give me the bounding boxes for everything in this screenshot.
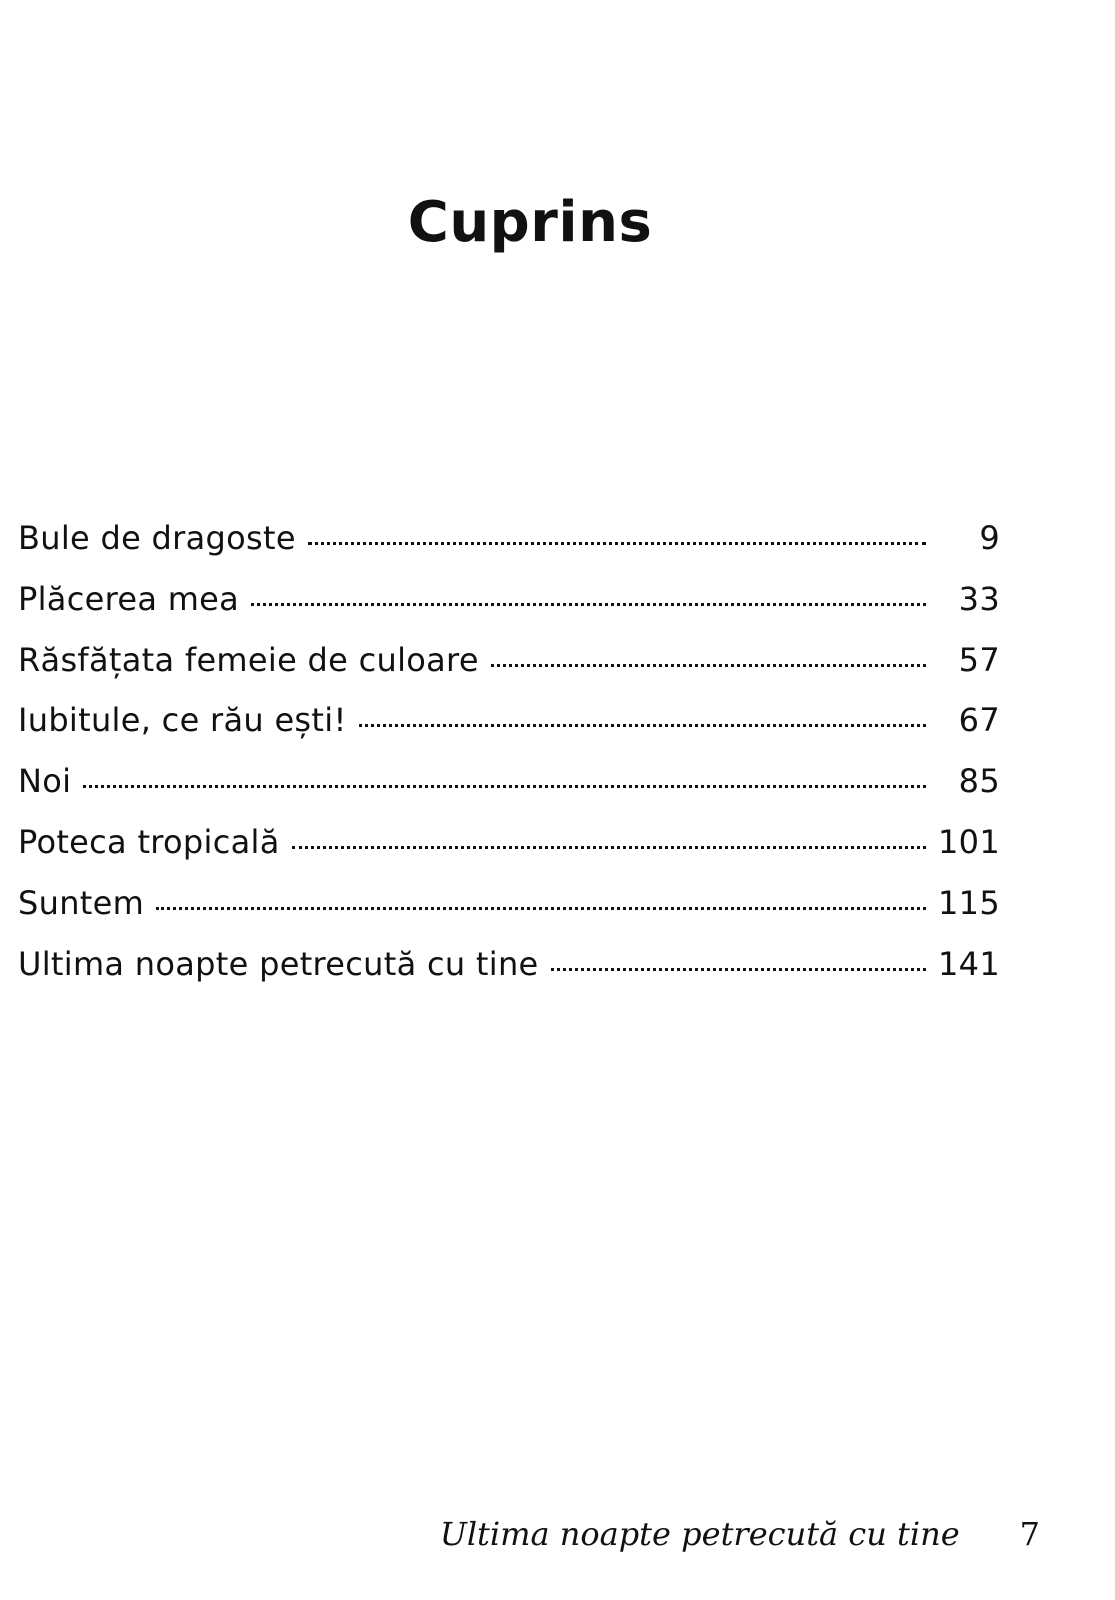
toc-entry-page: 141 [938,944,1000,983]
toc-dot-leader [83,785,926,788]
toc-dot-leader [292,846,926,849]
table-of-contents [18,516,1000,1002]
page-title: Cuprins [407,190,653,255]
toc-dot-leader [308,542,926,545]
toc-dot-leader [551,968,926,971]
toc-entry-page: 85 [958,762,1000,801]
page-number: 7 [1019,1515,1040,1553]
toc-dot-leader [491,664,926,667]
toc-dot-leader [359,724,926,727]
toc-entry[interactable] [18,638,1000,699]
toc-dot-leader [251,603,926,606]
toc-entry-page: 67 [958,701,1000,740]
toc-entry-title: Iubitule, ce rău ești! [18,701,347,740]
toc-entry[interactable] [18,942,1000,1003]
toc-entry-page: 33 [958,579,1000,618]
toc-entry-title: Plăcerea mea [18,579,240,618]
toc-entry-title: Poteca tropicală [18,822,280,861]
toc-entry-page: 115 [938,883,1000,922]
toc-entry-title: Răsfățata femeie de culoare [18,640,479,679]
toc-entry[interactable] [18,577,1000,638]
toc-entry-page: 9 [979,519,1000,557]
page-footer [0,1512,1040,1556]
toc-entry[interactable] [18,881,1000,942]
toc-entry-title: Noi [18,762,72,801]
toc-entry-title: Suntem [18,883,145,922]
running-title: Ultima noapte petrecută cu tine [439,1515,960,1553]
toc-entry-title: Ultima noapte petrecută cu tine [18,944,539,983]
toc-entry[interactable] [18,820,1000,881]
toc-entry[interactable] [18,698,1000,759]
toc-entry-title: Bule de dragoste [18,519,296,557]
toc-entry[interactable] [18,516,1000,577]
toc-dot-leader [156,907,926,910]
toc-entry-page: 101 [938,822,1000,861]
toc-entry-page: 57 [958,640,1000,679]
toc-entry[interactable] [18,759,1000,820]
